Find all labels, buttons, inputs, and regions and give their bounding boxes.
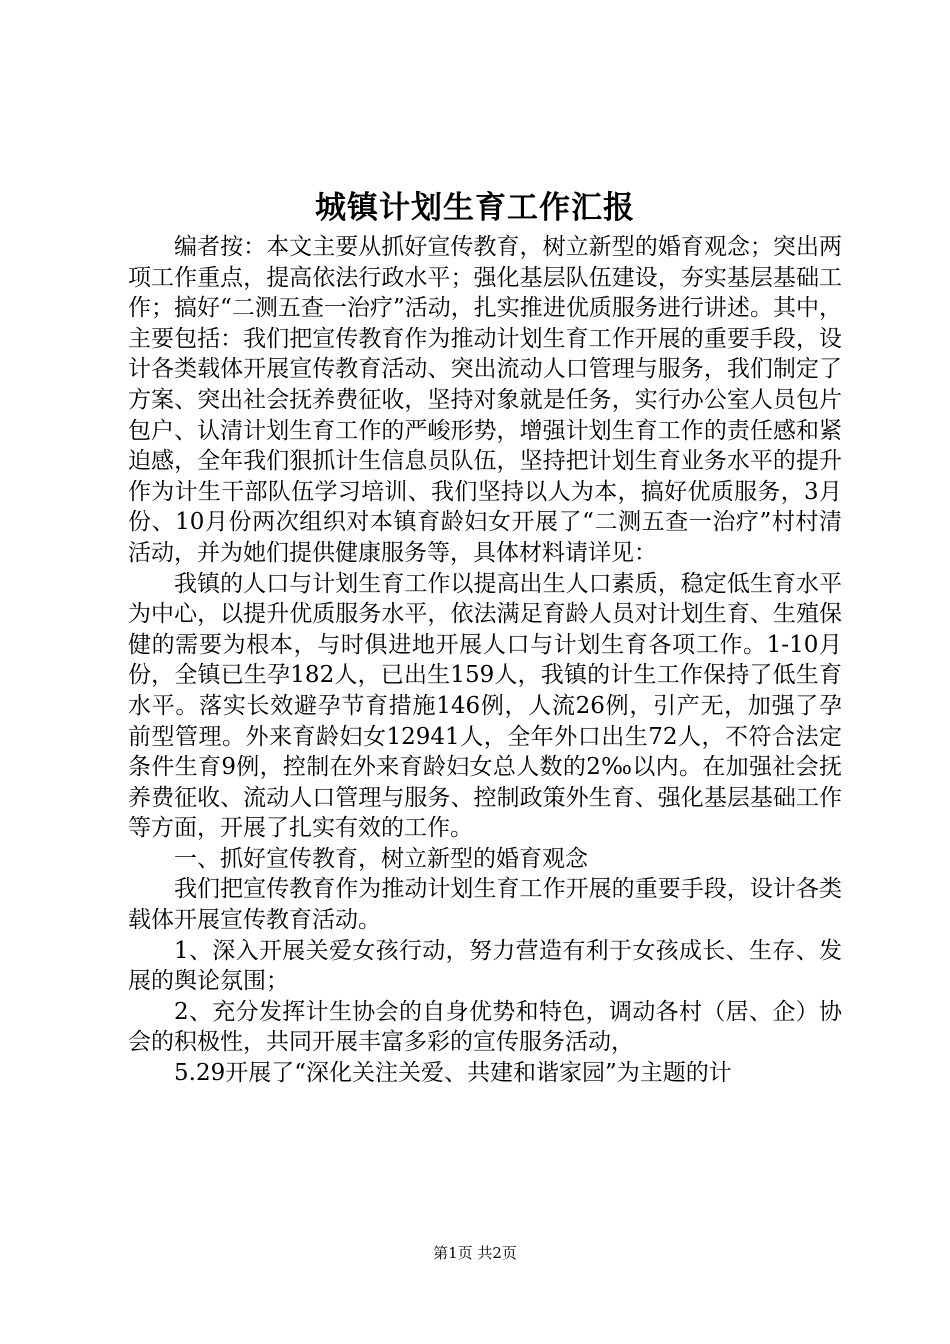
section-intro-paragraph: 我们把宣传教育作为推动计划生育工作开展的重要手段，设计各类载体开展宣传教育活动。 <box>128 876 842 934</box>
page-number: 第1页 共2页 <box>433 1244 517 1262</box>
document-title: 城镇计划生育工作汇报 <box>315 190 635 226</box>
section-heading: 一、抓好宣传教育，树立新型的婚育观念 <box>174 845 588 872</box>
list-item: 5.29开展了“深化关注关爱、共建和谐家园”为主题的计 <box>174 1060 732 1087</box>
overview-paragraph: 我镇的人口与计划生育工作以提高出生人口素质，稳定低生育水平为中心，以提升优质服务水平，依法满足育龄人员对计划生育、生殖保健的需要为根本，与时俱进地开展人口与计划生育各项工作。1-10月份，全镇已生孕182人，已出生159人，我镇的计生工作保持了低生育水平。落实长效避孕节育措施146例，人流26例，引产无，加强了孕前型管理。外来育龄妇女12941人，全年外口出生72人，不符合法定条件生育9例，控制在外来育龄妇女总人数的2‰以内。在加强社会抚养费征收、流动人口管理与服务、控制政策外生育、强化基层基础工作等方面，开展了扎实有效的工作。 <box>128 570 842 842</box>
list-item: 1、深入开展关爱女孩行动，努力营造有利于女孩成长、生存、发展的舆论氛围； <box>128 937 842 995</box>
editor-note-paragraph: 编者按：本文主要从抓好宣传教育，树立新型的婚育观念；突出两项工作重点，提高依法行政水平；强化基层队伍建设，夯实基层基础工作；搞好“二测五查一治疗”活动，扎实推进优质服务进行讲述。其中，主要包括：我们把宣传教育作为推动计划生育工作开展的重要手段，设计各类载体开展宣传教育活动、突出流动人口管理与服务，我们制定了方案、突出社会抚养费征收，坚持对象就是任务，实行办公室人员包片包户、认清计划生育工作的严峻形势，增强计划生育工作的责任感和紧迫感，全年我们狠抓计生信息员队伍，坚持把计划生育业务水平的提升作为计生干部队伍学习培训、我们坚持以人为本，搞好优质服务，3月份、10月份两次组织对本镇育龄妇女开展了“二测五查一治疗”村村清活动，并为她们提供健康服务等，具体材料请详见： <box>128 234 842 566</box>
document-body <box>128 232 842 1089</box>
list-item: 2、充分发挥计生协会的自身优势和特色，调动各村（居、企）协会的积极性，共同开展丰富多彩的宣传服务活动， <box>128 998 842 1056</box>
